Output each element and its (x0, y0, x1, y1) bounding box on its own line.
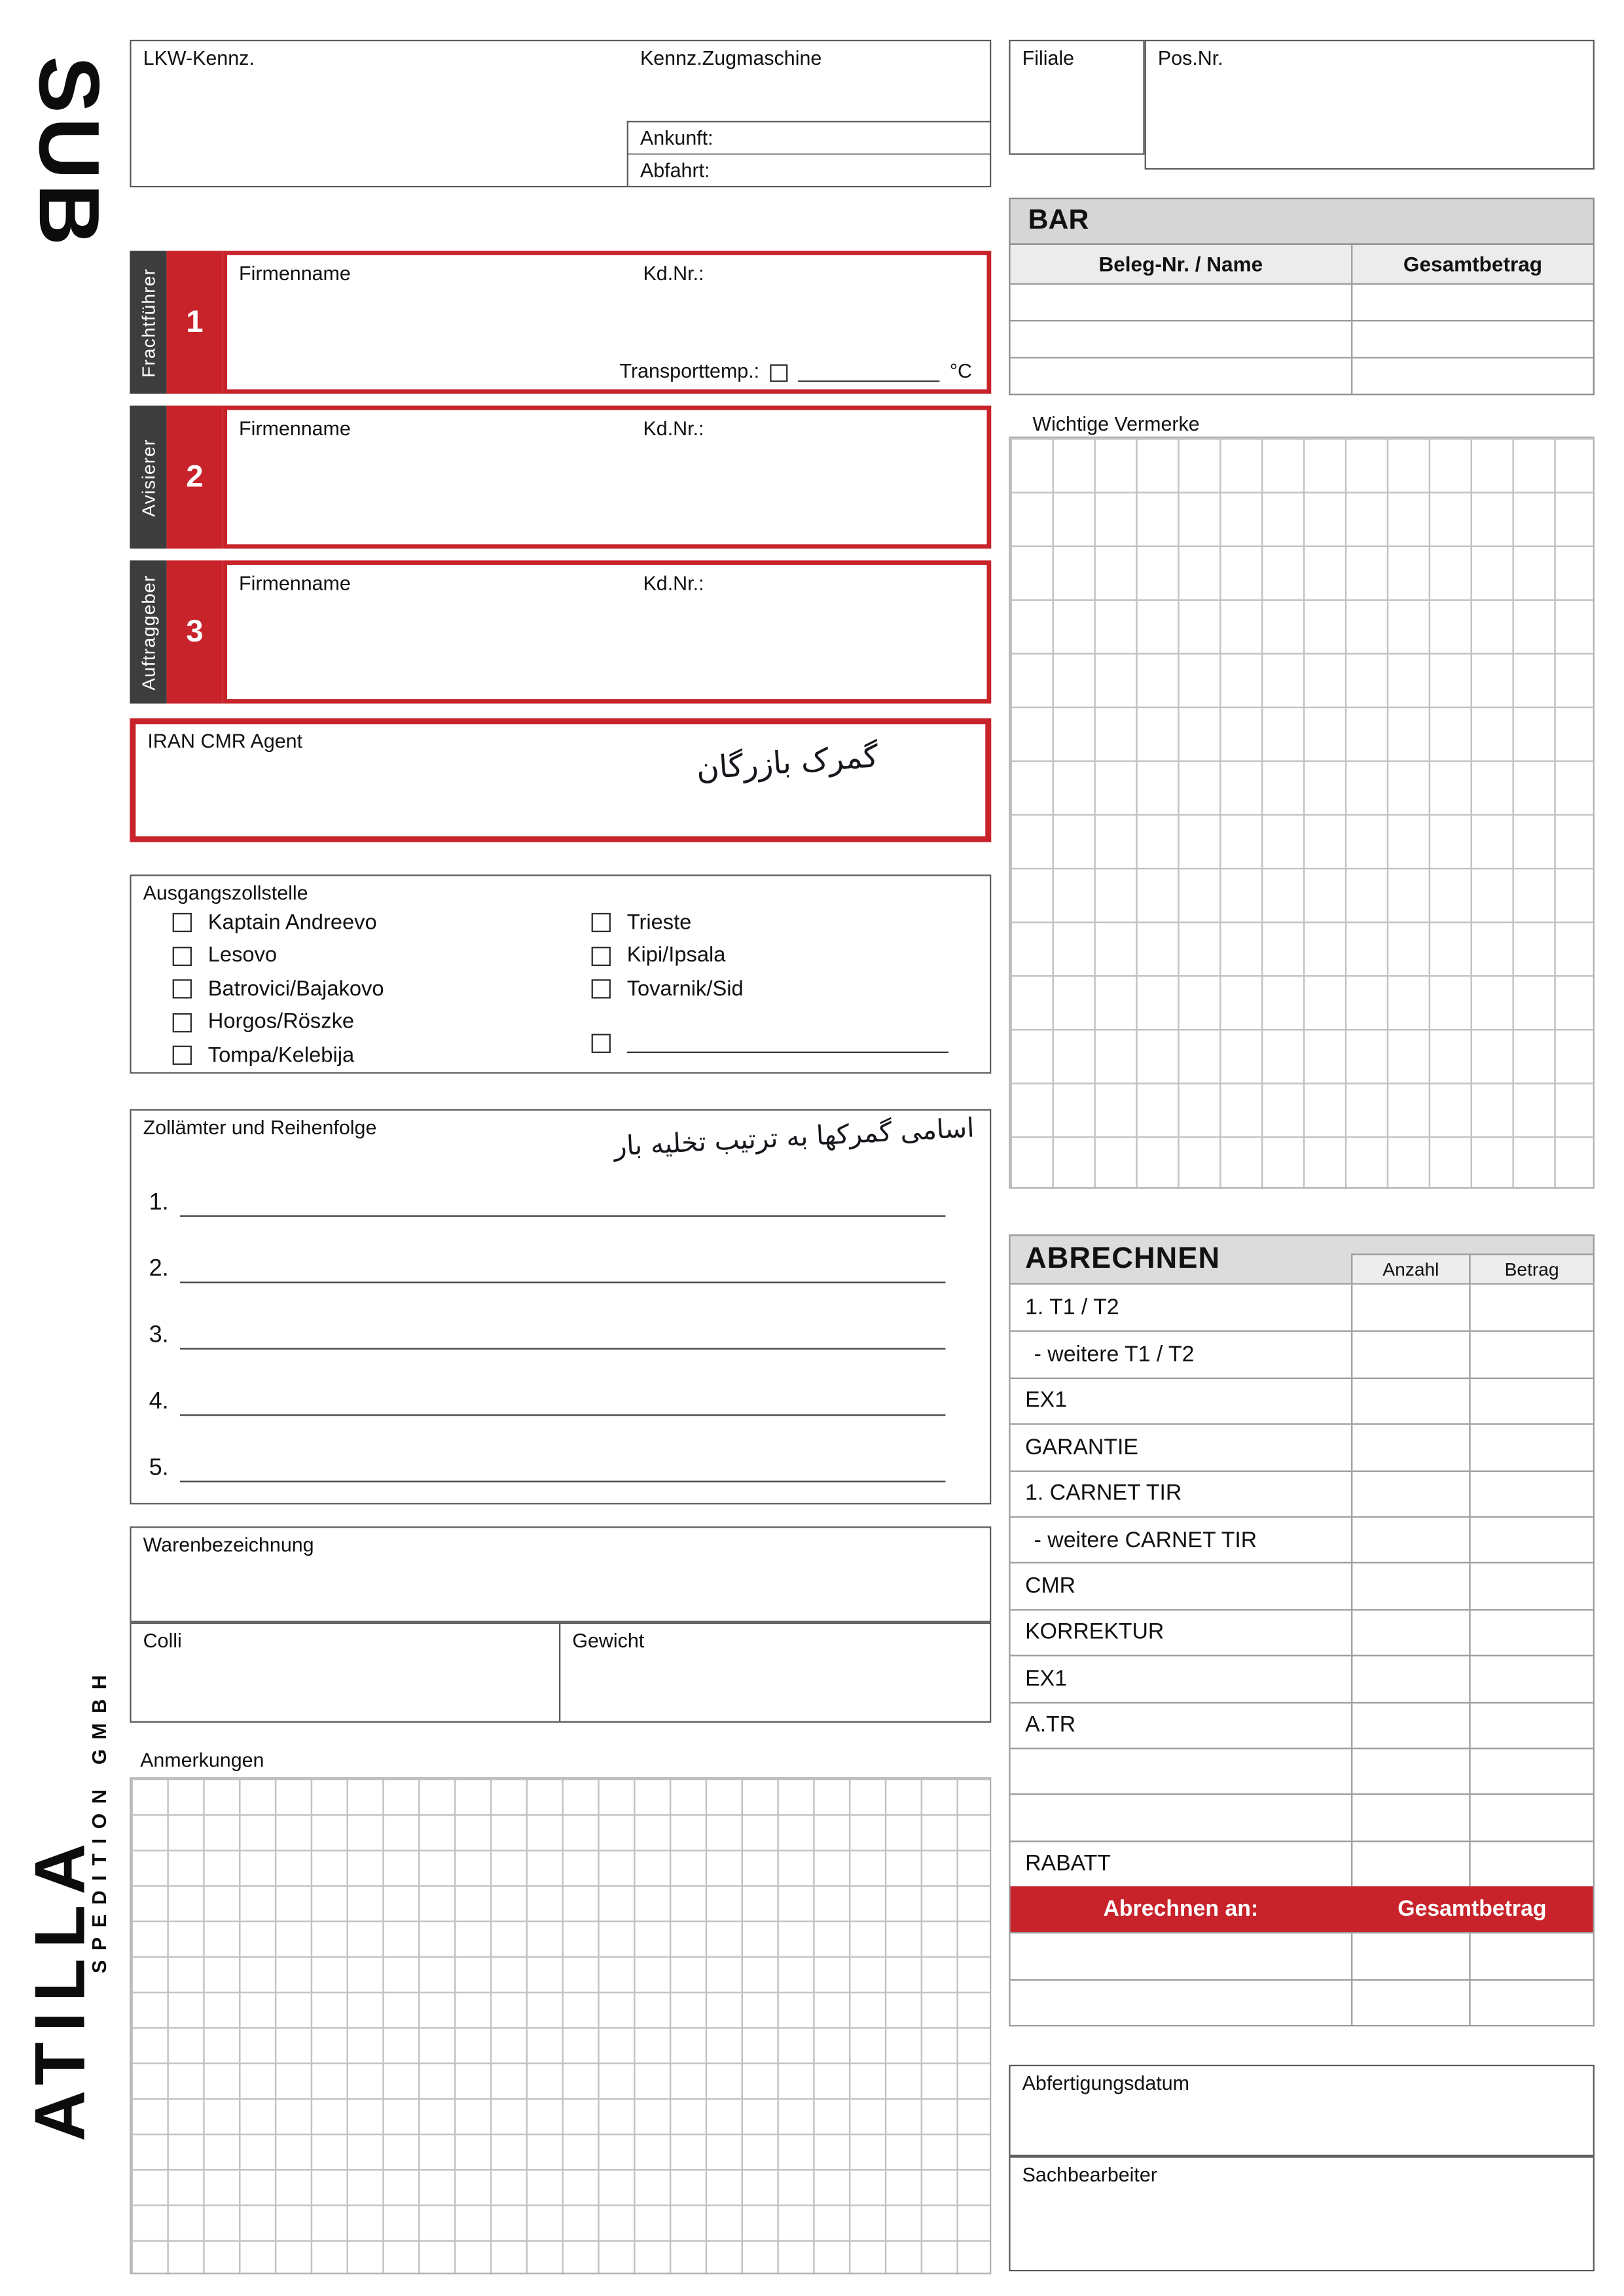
filiale-box[interactable] (1009, 40, 1144, 155)
zollstelle-option-label: Batrovici/Bajakovo (208, 977, 384, 1001)
abrechnen-item-label: - weitere T1 / T2 (1034, 1342, 1195, 1368)
abrechnen-row (1011, 1655, 1593, 1702)
zollstelle-option-other (592, 1031, 948, 1056)
anzahl-cell[interactable] (1351, 1795, 1469, 1840)
bar-beleg-cell[interactable] (1011, 321, 1352, 357)
posnr-box[interactable] (1145, 40, 1595, 170)
zollaemter-line-3 (149, 1314, 946, 1350)
abfahrt-row[interactable] (628, 155, 990, 186)
colli-label: Colli (143, 1630, 182, 1652)
betrag-cell[interactable] (1469, 1610, 1593, 1655)
line-number: 1. (149, 1190, 169, 1215)
bar-table (1009, 245, 1595, 395)
anzahl-cell[interactable] (1351, 1842, 1469, 1886)
zollstelle-option (173, 1043, 355, 1067)
abrechnen-item-label: - weitere CARNET TIR (1034, 1527, 1257, 1553)
frachtfuehrer-content-box[interactable] (223, 251, 991, 394)
betrag-cell[interactable] (1469, 1285, 1593, 1331)
zollaemter-input-line[interactable] (181, 1459, 946, 1482)
abrechnen-footer-row (1011, 1886, 1593, 1933)
zollstelle-option-label: Tompa/Kelebija (208, 1043, 355, 1067)
abrechnen-row (1011, 1933, 1593, 1979)
zollstelle-option (592, 910, 692, 935)
betrag-cell[interactable] (1469, 1425, 1593, 1469)
zollstelle-option (592, 977, 744, 1001)
abrechnen-col-anzahl: Anzahl (1351, 1253, 1471, 1284)
colli-box[interactable] (130, 1623, 560, 1723)
gewicht-label: Gewicht (572, 1630, 645, 1652)
iran-agent-handwriting: گمرک بازرگان (696, 738, 880, 787)
ankunft-row[interactable] (628, 122, 990, 155)
abrechnen-item-label: 1. T1 / T2 (1025, 1295, 1119, 1321)
zollstelle-option (173, 910, 377, 935)
checkbox[interactable] (173, 946, 192, 965)
bar-table-header-row (1011, 245, 1593, 283)
lkw-kennz-label: LKW-Kennz. (143, 47, 255, 69)
abrechnen-title: ABRECHNEN (1025, 1242, 1221, 1276)
vermerke-label: Wichtige Vermerke (1032, 412, 1200, 435)
zollstelle-option-label: Kipi/Ipsala (626, 944, 726, 968)
arrival-departure-box[interactable] (627, 121, 990, 186)
firmenname-label: Firmenname (239, 572, 351, 595)
bar-row (1011, 357, 1593, 393)
warenbezeichnung-box[interactable] (130, 1526, 991, 1622)
frachtfuehrer-role-strip (130, 251, 166, 394)
anmerkungen-label: Anmerkungen (140, 1749, 264, 1772)
kennz-zugmaschine-label: Kennz.Zugmaschine (640, 47, 822, 69)
zollaemter-line-4 (149, 1380, 946, 1416)
abrechnen-item-label: RABATT (1025, 1851, 1111, 1877)
checkbox[interactable] (173, 979, 192, 998)
abrechnen-row (1011, 1424, 1593, 1470)
bar-beleg-cell[interactable] (1011, 359, 1352, 394)
zollstelle-other-input-line[interactable] (627, 1034, 948, 1053)
lkw-box[interactable] (130, 40, 991, 187)
bar-col-gesamtbetrag: Gesamtbetrag (1351, 245, 1593, 283)
zollaemter-label: Zollämter und Reihenfolge (143, 1116, 377, 1139)
abrechnen-an-label: Abrechnen an: (1103, 1897, 1259, 1922)
gesamtbetrag-label: Gesamtbetrag (1398, 1897, 1547, 1922)
anzahl-cell[interactable] (1351, 1703, 1469, 1748)
kdnr-label: Kd.Nr.: (643, 572, 704, 595)
betrag-cell[interactable] (1469, 1934, 1593, 1979)
atilla-logo: ATILLA (22, 1833, 101, 2142)
line-number: 3. (149, 1323, 169, 1348)
zollstelle-option (592, 943, 726, 968)
abrechnen-row (1011, 1377, 1593, 1424)
checkbox[interactable] (592, 1034, 611, 1053)
anzahl-cell[interactable] (1351, 1471, 1469, 1516)
vermerke-grid[interactable] (1009, 437, 1595, 1189)
bar-header (1009, 198, 1595, 245)
abrechnen-row (1011, 1562, 1593, 1609)
transporttemp-row (620, 360, 972, 382)
checkbox[interactable] (173, 913, 192, 932)
betrag-cell[interactable] (1469, 1657, 1593, 1701)
abrechnen-item-label: EX1 (1025, 1666, 1068, 1692)
sachbearbeiter-box[interactable] (1009, 2156, 1595, 2271)
ausgangszollstelle-label: Ausgangszollstelle (143, 882, 308, 905)
zollstelle-option-label: Horgos/Röszke (208, 1010, 355, 1034)
betrag-cell[interactable] (1469, 1471, 1593, 1516)
checkbox[interactable] (592, 979, 611, 998)
abrechnen-item-label: GARANTIE (1025, 1435, 1138, 1460)
anmerkungen-grid[interactable] (130, 1777, 991, 2274)
transporttemp-checkbox[interactable] (770, 365, 787, 382)
abrechnen-row (1011, 1609, 1593, 1655)
bar-betrag-cell[interactable] (1351, 285, 1593, 320)
abrechnen-item-label (1011, 1749, 1352, 1793)
checkbox[interactable] (592, 913, 611, 932)
checkbox[interactable] (592, 946, 611, 965)
bar-beleg-cell[interactable] (1011, 285, 1352, 320)
transporttemp-label: Transporttemp.: (619, 359, 760, 382)
checkbox[interactable] (173, 1046, 192, 1065)
abrechnen-col-betrag: Betrag (1469, 1253, 1595, 1284)
abrechnen-item-label: EX1 (1025, 1388, 1068, 1414)
avisierer-role-strip (130, 406, 166, 549)
zollaemter-line-1 (149, 1181, 946, 1217)
zollstelle-option-label: Lesovo (208, 944, 278, 968)
sachbearbeiter-label: Sachbearbeiter (1022, 2163, 1157, 2186)
bar-row (1011, 320, 1593, 357)
zollstelle-option (173, 977, 384, 1001)
bar-row (1011, 283, 1593, 320)
abrechnen-item-label (1011, 1981, 1352, 2025)
anzahl-cell[interactable] (1351, 1981, 1469, 2025)
abrechnen-row (1011, 1979, 1593, 2026)
abrechnen-header (1009, 1234, 1595, 1285)
temp-unit-label: °C (949, 359, 972, 382)
betrag-cell[interactable] (1469, 1795, 1593, 1840)
zollaemter-input-line[interactable] (181, 1259, 946, 1283)
zollaemter-input-line[interactable] (181, 1193, 946, 1217)
abfahrt-label: Abfahrt: (640, 159, 710, 182)
ausgangszollstelle-box (130, 874, 991, 1073)
avisierer-content-box[interactable] (223, 406, 991, 549)
betrag-cell[interactable] (1469, 1842, 1593, 1886)
anzahl-cell[interactable] (1351, 1749, 1469, 1793)
abrechnen-table (1009, 1285, 1595, 2027)
anzahl-cell[interactable] (1351, 1934, 1469, 1979)
anzahl-cell[interactable] (1351, 1657, 1469, 1701)
anzahl-cell[interactable] (1351, 1333, 1469, 1377)
iran-cmr-agent-label: IRAN CMR Agent (147, 730, 303, 753)
zollstelle-option-label: Trieste (626, 910, 692, 935)
betrag-cell[interactable] (1469, 1564, 1593, 1608)
abrechnen-row (1011, 1516, 1593, 1562)
abrechnen-item-label: A.TR (1025, 1712, 1076, 1738)
kdnr-label: Kd.Nr.: (643, 262, 704, 285)
frachtfuehrer-role-label: Frachtführer (137, 267, 159, 377)
zollstelle-option (173, 943, 277, 968)
auftraggeber-content-box[interactable] (223, 560, 991, 704)
betrag-cell[interactable] (1469, 1378, 1593, 1423)
line-number: 4. (149, 1389, 169, 1415)
ankunft-label: Ankunft: (640, 126, 713, 149)
anzahl-cell[interactable] (1351, 1285, 1469, 1331)
abfertigungsdatum-box[interactable] (1009, 2065, 1595, 2157)
betrag-cell[interactable] (1469, 1981, 1593, 2025)
abfertigungsdatum-label: Abfertigungsdatum (1022, 2072, 1189, 2094)
zollstelle-option-label: Tovarnik/Sid (626, 977, 744, 1001)
sub-logo: SUB (20, 56, 117, 250)
checkbox[interactable] (173, 1013, 192, 1031)
betrag-cell[interactable] (1469, 1333, 1593, 1377)
zollaemter-handwriting: اسامی گمرکها به ترتیب تخلیه بار (613, 1113, 976, 1163)
betrag-cell[interactable] (1469, 1749, 1593, 1793)
section-auftraggeber (130, 560, 991, 704)
firmenname-label: Firmenname (239, 262, 351, 285)
spedition-gmbh-logo: SPEDITION GMBH (88, 1665, 111, 1974)
gewicht-box[interactable] (559, 1623, 991, 1723)
auftraggeber-role-label: Auftraggeber (137, 574, 159, 690)
zollaemter-box (130, 1109, 991, 1505)
abrechnen-item-label: CMR (1025, 1573, 1076, 1599)
bar-col-beleg: Beleg-Nr. / Name (1098, 252, 1263, 276)
zollaemter-line-5 (149, 1447, 946, 1482)
abrechnen-row (1011, 1748, 1593, 1794)
abrechnen-row (1011, 1701, 1593, 1748)
bar-title: BAR (1028, 205, 1089, 236)
line-number: 5. (149, 1456, 169, 1481)
firmenname-label: Firmenname (239, 417, 351, 440)
anzahl-cell[interactable] (1351, 1518, 1469, 1562)
abrechnen-row (1011, 1331, 1593, 1377)
anzahl-cell[interactable] (1351, 1425, 1469, 1469)
abrechnen-item-label: KORREKTUR (1025, 1620, 1164, 1645)
auftraggeber-number: 3 (167, 560, 223, 704)
abrechnen-row (1011, 1470, 1593, 1516)
abrechnen-row (1011, 1840, 1593, 1887)
avisierer-role-label: Avisierer (137, 438, 159, 516)
anzahl-cell[interactable] (1351, 1610, 1469, 1655)
warenbezeichnung-label: Warenbezeichnung (143, 1534, 314, 1556)
bar-betrag-cell[interactable] (1351, 321, 1593, 357)
zollaemter-input-line[interactable] (181, 1326, 946, 1350)
zollaemter-line-2 (149, 1247, 946, 1283)
bar-betrag-cell[interactable] (1351, 359, 1593, 394)
zollstelle-option (173, 1009, 354, 1034)
anzahl-cell[interactable] (1351, 1564, 1469, 1608)
posnr-label: Pos.Nr. (1157, 47, 1223, 69)
abrechnen-row (1011, 1285, 1593, 1331)
abrechnen-row (1011, 1794, 1593, 1840)
abrechnen-item-label (1011, 1934, 1352, 1979)
abrechnen-item-label: 1. CARNET TIR (1025, 1480, 1182, 1507)
transporttemp-input-line[interactable] (798, 365, 939, 382)
frachtfuehrer-number: 1 (167, 251, 223, 394)
zollstelle-option-label: Kaptain Andreevo (208, 910, 377, 935)
anzahl-cell[interactable] (1351, 1378, 1469, 1423)
betrag-cell[interactable] (1469, 1703, 1593, 1748)
section-frachtfuehrer (130, 251, 991, 394)
betrag-cell[interactable] (1469, 1518, 1593, 1562)
iran-cmr-agent-box[interactable] (130, 718, 991, 842)
line-number: 2. (149, 1256, 169, 1282)
auftraggeber-role-strip (130, 560, 166, 704)
kdnr-label: Kd.Nr.: (643, 417, 704, 440)
avisierer-number: 2 (167, 406, 223, 549)
filiale-label: Filiale (1022, 47, 1075, 69)
abrechnen-item-label (1011, 1795, 1352, 1840)
section-avisierer (130, 406, 991, 549)
zollaemter-input-line[interactable] (181, 1392, 946, 1416)
